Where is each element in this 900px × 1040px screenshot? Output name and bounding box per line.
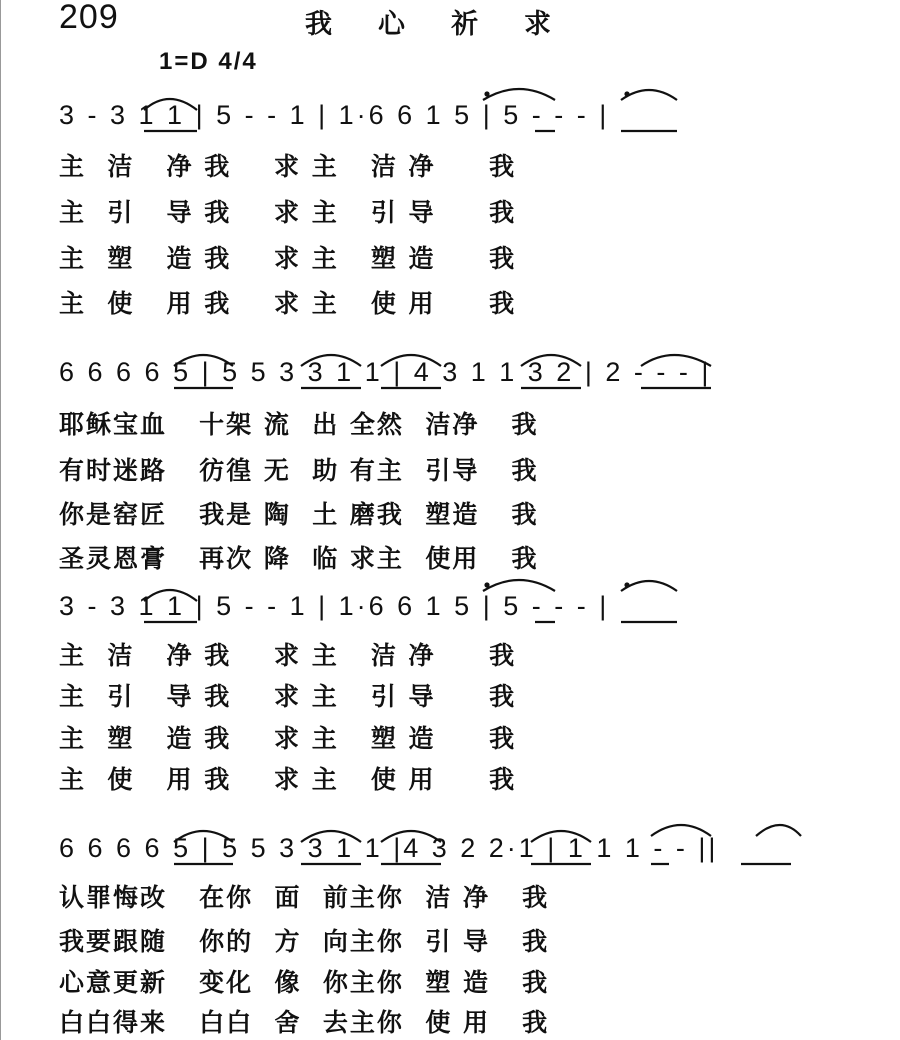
lyric-line: 白白得来 白白 舍 去主你 使 用 我 [59, 1008, 550, 1037]
lyric-line: 主 塑 造 我 求 主 塑 造 我 [59, 244, 517, 273]
notation-line-2: 6 6 6 6 5 | 5 5 3 3 1 1 | 4 3 1 1 3 2 | 2 - - - | [59, 357, 712, 387]
lyric-line: 有时迷路 彷徨 无 助 有主 引导 我 [59, 456, 539, 485]
lyric-line: 心意更新 变化 像 你主你 塑 造 我 [59, 968, 550, 997]
lyric-line: 主 洁 净 我 求 主 洁 净 我 [59, 152, 517, 181]
lyric-line: 主 使 用 我 求 主 使 用 我 [59, 765, 517, 794]
lyric-line: 认罪悔改 在你 面 前主你 洁 净 我 [59, 883, 550, 912]
lyric-line: 我要跟随 你的 方 向主你 引 导 我 [59, 927, 550, 956]
lyric-line: 主 引 导 我 求 主 引 导 我 [59, 198, 517, 227]
lyric-line: 你是窑匠 我是 陶 土 磨我 塑造 我 [59, 500, 539, 529]
lyric-line: 圣灵恩膏 再次 降 临 求主 使用 我 [59, 544, 539, 573]
lyric-line: 主 引 导 我 求 主 引 导 我 [59, 682, 517, 711]
hymn-title: 我心祈求 [305, 9, 597, 40]
notation-line-3: 3 - 3 1 1 | 5 - - 1 | 1·6 6 1 5 | 5 - - - | [59, 591, 610, 621]
lyric-line: 耶稣宝血 十架 流 出 全然 洁净 我 [59, 410, 539, 439]
notation-line-4: 6 6 6 6 5 | 5 5 3 3 1 1 |4 3 2 2·1 | 1 1 1 - - || [59, 833, 719, 863]
lyric-line: 主 塑 造 我 求 主 塑 造 我 [59, 724, 517, 753]
key-signature: 1=D 4/4 [159, 48, 258, 75]
notation-line-1: 3 - 3 1 1 | 5 - - 1 | 1·6 6 1 5 | 5 - - - | [59, 100, 610, 130]
lyric-line: 主 使 用 我 求 主 使 用 我 [59, 289, 517, 318]
hymn-number: 209 [59, 0, 119, 36]
lyric-line: 主 洁 净 我 求 主 洁 净 我 [59, 641, 517, 670]
